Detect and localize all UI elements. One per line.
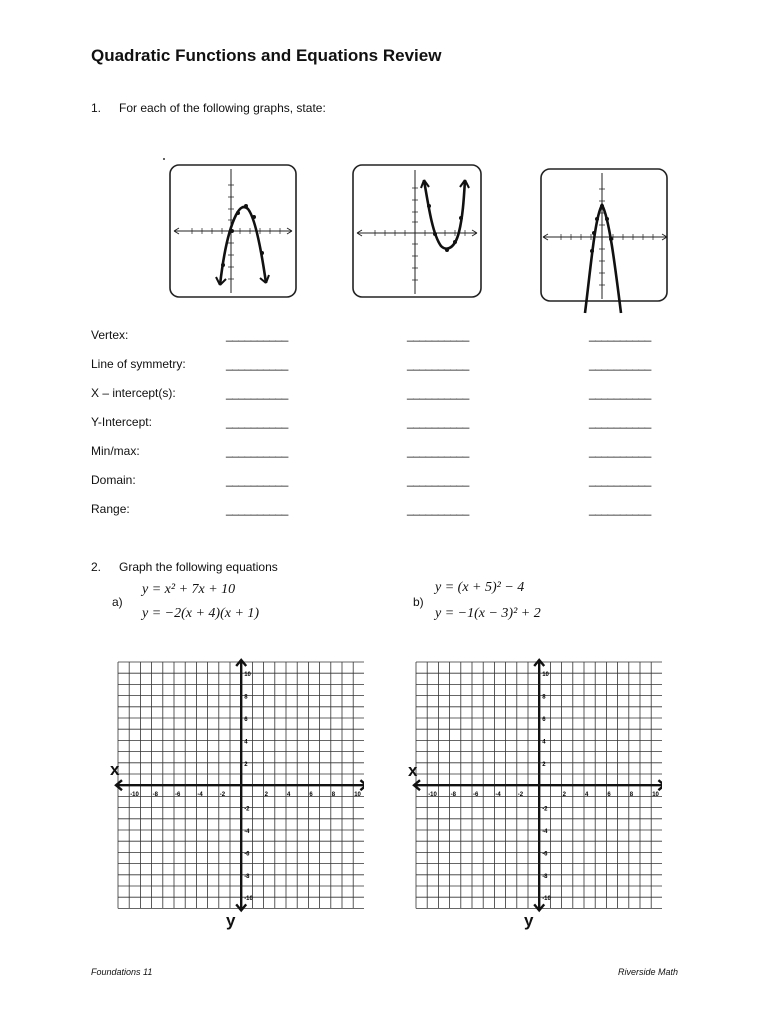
y-axis-label: y xyxy=(226,911,236,930)
coordinate-grid-a[interactable] xyxy=(112,658,364,914)
x-tick-label: 6 xyxy=(607,792,611,799)
y-axis-label: y xyxy=(524,911,534,930)
x-tick-label: 4 xyxy=(585,792,589,799)
equation-a1: y = x² + 7x + 10 xyxy=(142,582,236,597)
y-tick-label: 8 xyxy=(244,694,248,701)
answer-blank-2[interactable]: __________ xyxy=(407,502,469,516)
y-tick-label: -8 xyxy=(542,873,548,880)
answer-blank-2[interactable]: __________ xyxy=(407,357,469,371)
answer-blank-1[interactable]: __________ xyxy=(226,502,288,516)
y-tick-label: -2 xyxy=(542,806,548,813)
footer-right: Riverside Math xyxy=(618,967,679,977)
answer-blank-2[interactable]: __________ xyxy=(407,328,469,342)
x-tick-label: -10 xyxy=(130,792,139,799)
x-tick-label: -4 xyxy=(495,792,501,799)
x-tick-label: -6 xyxy=(473,792,479,799)
answer-blank-1[interactable]: __________ xyxy=(226,328,288,342)
answer-blank-1[interactable]: __________ xyxy=(226,444,288,458)
answer-blank-3[interactable]: __________ xyxy=(589,357,651,371)
answer-blank-1[interactable]: __________ xyxy=(226,357,288,371)
x-tick-label: -8 xyxy=(450,792,456,799)
answer-blank-3[interactable]: __________ xyxy=(589,386,651,400)
answer-blank-3[interactable]: __________ xyxy=(589,444,651,458)
x-tick-label: -2 xyxy=(517,792,524,799)
answer-blank-2[interactable]: __________ xyxy=(407,415,469,429)
row-label: Min/max: xyxy=(91,444,140,458)
y-tick-label: 6 xyxy=(244,717,248,723)
answer-blank-3[interactable]: __________ xyxy=(589,415,651,429)
y-tick-label: 4 xyxy=(542,739,546,746)
y-tick-label: 10 xyxy=(244,672,251,679)
equation-a2: y = −2(x + 4)(x + 1) xyxy=(142,606,260,621)
x-tick-label: 6 xyxy=(309,792,313,799)
x-tick-label: 8 xyxy=(629,792,634,799)
y-tick-label: 10 xyxy=(542,672,549,679)
parabola-graph-3 xyxy=(535,165,675,315)
question-text: Graph the following equations xyxy=(119,560,278,574)
x-axis-label: x xyxy=(110,760,120,779)
x-axis-label: x xyxy=(408,761,418,780)
row-label: Vertex: xyxy=(91,328,129,342)
x-tick-label: 8 xyxy=(331,792,336,799)
x-tick-label: -10 xyxy=(428,792,437,799)
row-label: Range: xyxy=(91,502,130,516)
question-1 xyxy=(91,101,326,115)
x-tick-label: 10 xyxy=(652,792,659,799)
answer-blank-3[interactable]: __________ xyxy=(589,328,651,342)
y-tick-label: -4 xyxy=(542,829,548,835)
question-text: For each of the following graphs, state: xyxy=(119,101,326,115)
y-tick-label: 2 xyxy=(244,761,248,768)
question-number: 1. xyxy=(91,101,102,115)
answer-blank-1[interactable]: __________ xyxy=(226,386,288,400)
y-tick-label: 8 xyxy=(542,694,546,701)
y-tick-label: 4 xyxy=(244,739,248,746)
equation-b1: y = (x + 5)² − 4 xyxy=(435,580,525,595)
x-tick-label: -2 xyxy=(219,792,226,799)
x-tick-label: 4 xyxy=(287,792,291,799)
coordinate-grid-b[interactable] xyxy=(410,658,662,914)
y-tick-label: -2 xyxy=(244,806,250,813)
x-tick-label: 10 xyxy=(354,792,361,799)
row-label: Line of symmetry: xyxy=(91,357,186,371)
x-tick-label: -4 xyxy=(197,792,203,799)
page-title: Quadratic Functions and Equations Review xyxy=(91,46,442,65)
answer-blank-2[interactable]: __________ xyxy=(407,473,469,487)
part-a-label: a) xyxy=(112,595,123,609)
y-tick-label: 2 xyxy=(542,761,546,768)
y-tick-label: -8 xyxy=(244,873,250,880)
y-tick-label: -10 xyxy=(542,896,551,903)
y-tick-label: -10 xyxy=(244,896,253,903)
row-label: Y-Intercept: xyxy=(91,415,152,429)
y-tick-label: -6 xyxy=(542,851,548,858)
equation-b2: y = −1(x − 3)² + 2 xyxy=(435,606,541,621)
parabola-graph-2 xyxy=(347,160,487,302)
answer-blank-2[interactable]: __________ xyxy=(407,444,469,458)
y-tick-label: -6 xyxy=(244,851,250,858)
row-label: X – intercept(s): xyxy=(91,386,176,400)
x-tick-label: -6 xyxy=(175,792,181,799)
answer-blank-3[interactable]: __________ xyxy=(589,473,651,487)
answer-blank-3[interactable]: __________ xyxy=(589,502,651,516)
footer-left: Foundations 11 xyxy=(91,967,153,977)
question-2 xyxy=(91,560,278,574)
answer-blank-1[interactable]: __________ xyxy=(226,415,288,429)
y-tick-label: 6 xyxy=(542,717,546,723)
parabola-graph-1 xyxy=(162,155,302,303)
x-tick-label: 2 xyxy=(264,792,268,799)
part-b-label: b) xyxy=(413,595,424,609)
answer-blank-2[interactable]: __________ xyxy=(407,386,469,400)
x-tick-label: -8 xyxy=(152,792,158,799)
question-number: 2. xyxy=(91,560,102,574)
y-tick-label: -4 xyxy=(244,829,250,835)
x-tick-label: 2 xyxy=(562,792,566,799)
answer-blank-1[interactable]: __________ xyxy=(226,473,288,487)
row-label: Domain: xyxy=(91,473,136,487)
